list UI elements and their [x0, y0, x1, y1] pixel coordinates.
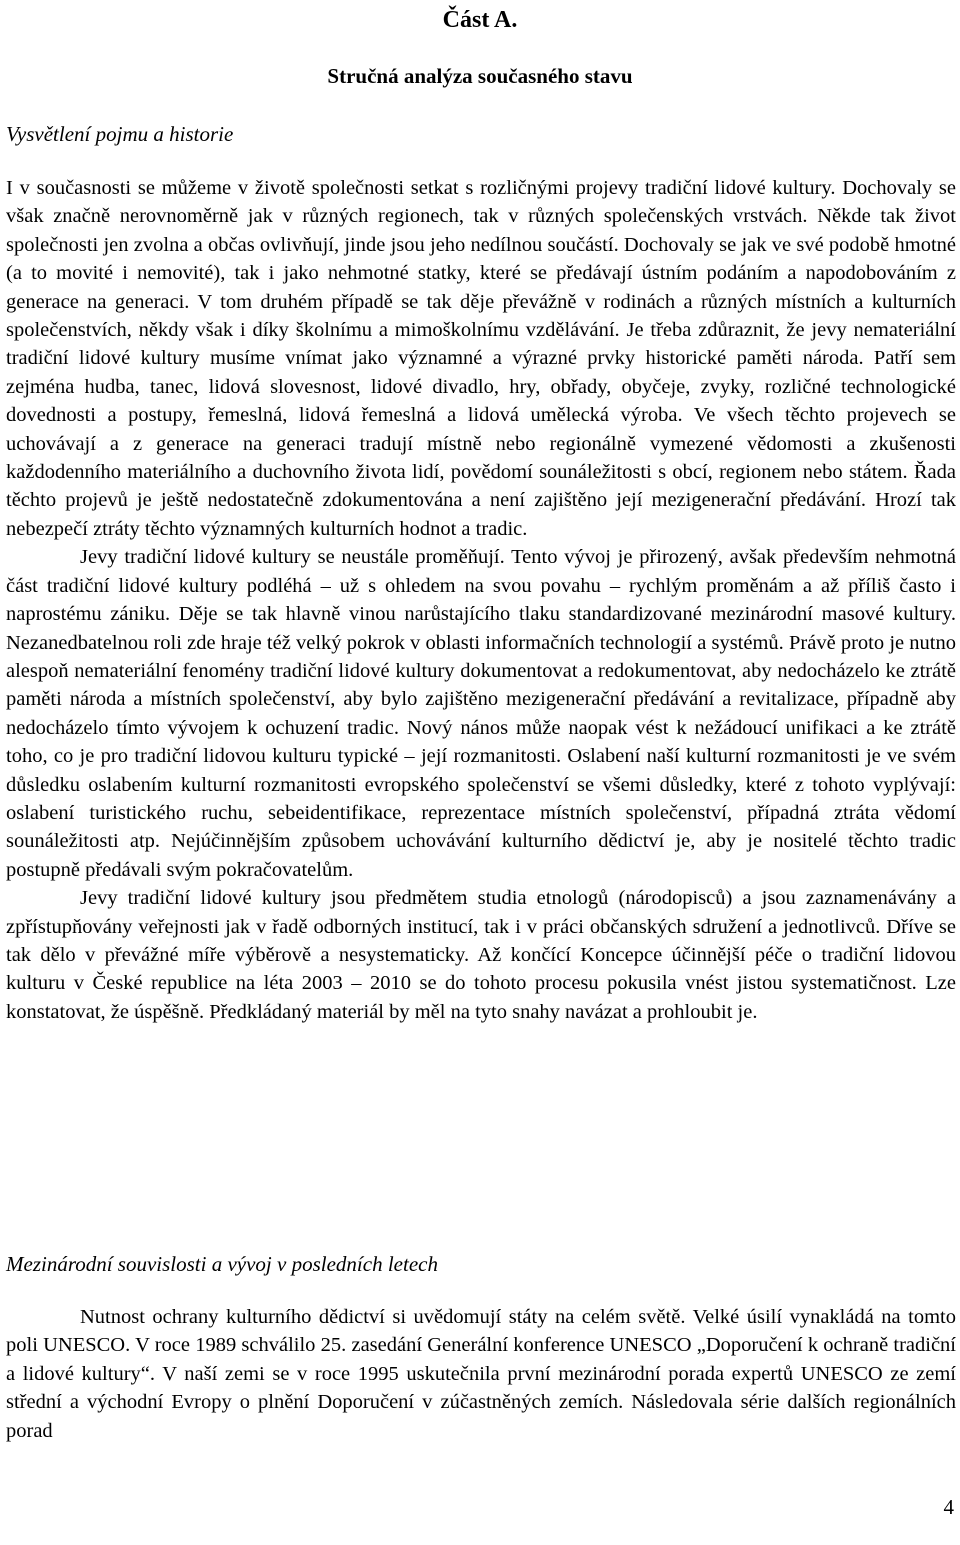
page-number: 4 [943, 1495, 954, 1519]
paragraph: Jevy tradiční lidové kultury jsou předmětem studia etnologů (národopisců) a jsou zaznamenávány a zpřístupňovány veřejnosti jak v řadě odborných institucí, tak i v práci občanských sdružení a jednotlivců. Dříve se tak dělo v převážné míře výběrově a nesystematicky. Až končící Koncepce účinnější péče o tradiční lidovou kulturu v České republice na léta 2003 – 2010 se do tohoto procesu pokusila vnést jistou systematičnost. Lze konstatovat, že úspěšně. Předkládaný materiál by měl na tyto snahy navázat a prohloubit je. [6, 887, 956, 1023]
document-subtitle: Stručná analýza současného stavu [327, 64, 633, 88]
paragraph: I v současnosti se můžeme v životě společnosti setkat s rozličnými projevy tradiční lidové kultury. Dochovaly se však značně nerovnoměrně jak v různých regionech, tak v různých společenských vrstvách. Někde tak život společnosti jen zvolna a občas ovlivňují, jinde jsou jeho nedílnou součástí. Dochovaly se jak ve své podobě hmotné (a to movité i nemovité), tak i jako nehmotné statky, které se předávají ústním podáním a napodobováním z generace na generaci. V tom druhém případě se tak děje převážně v rodinách a různých místních a kulturních společenstvích, někdy však i díky školnímu a mimoškolnímu vzdělávání. Je třeba zdůraznit, že jevy nemateriální tradiční lidové kultury musíme vnímat jako významné a výrazné prvky historické paměti národa. Patří sem zejména hudba, tanec, lidová slovesnost, lidové divadlo, hry, obřady, obyčeje, zvyky, rozličné technologické dovednosti a postupy, řemeslná, lidová řemeslná a lidová umělecká výroba. Ve všech těchto projevech se uchovávají a z generace na generaci tradují místně nebo regionálně vymezené vědomosti a zkušenosti každodenního materiálního a duchovního života lidí, povědomí sounáležitosti s obcí, regionem nebo státem. Řada těchto projevů je ještě nedostatečně zdokumentována a není zajištěno její mezigenerační předávání. Hrozí tak nebezpečí ztráty těchto významných kulturních hodnot a tradic. [6, 177, 956, 540]
part-title: Část A. [442, 7, 518, 33]
paragraph: Jevy tradiční lidové kultury se neustále proměňují. Tento vývoj je přirozený, avšak především nehmotná část tradiční lidové kultury podléhá – už s ohledem na svou povahu – rychlým proměnám a až příliš často i naprostému zániku. Děje se tak hlavně vinou narůstajícího tlaku standardizované mezinárodní masové kultury. Nezanedbatelnou roli zde hraje též velký pokrok v oblasti informačních technologií a systémů. Právě proto je nutno alespoň nemateriální fenomény tradiční lidové kultury dokumentovat a redokumentovat, aby nedocházelo ke ztrátě paměti národa a místních společenství, aby bylo zajištěno mezigenerační předávání a revitalizace, případně aby nedocházelo tímto vývojem k ochuzení tradic. Nový nános může naopak vést k nežádoucí unifikaci a ke ztrátě toho, co je pro tradiční lidovou kulturu typické – její rozmanitosti. Oslabení naší kulturní rozmanitosti je ve svém důsledku oslabením kulturní rozmanitosti evropského společenství se všemi důsledky, které z tohoto vyplývají: oslabení turistického ruchu, sebeidentifikace, reprezentace místních společenství, případná ztráta vědomí sounáležitosti atp. Nejúčinnějším způsobem uchovávání kulturního dědictví je, aby je nositelé těchto tradic postupně předávali svým pokračovatelům. [6, 546, 956, 881]
paragraph: Nutnost ochrany kulturního dědictví si uvědomují státy na celém světě. Velké úsilí vynakládá na tomto poli UNESCO. V roce 1989 schválilo 25. zasedání Generální konference UNESCO „Doporučení k ochraně tradiční a lidové kultury“. V naší zemi se v roce 1995 uskutečnila první mezinárodní porada expertů UNESCO ze zemí střední a východní Evropy o plnění Doporučení v zúčastněných zemích. Následovala série dalších regionálních porad [6, 1306, 956, 1442]
section-heading-international: Mezinárodní souvislosti a vývoj v posledních letech [6, 1252, 438, 1276]
section-body-history [6, 174, 956, 1026]
section-body-international [6, 1303, 956, 1445]
section-heading-history: Vysvětlení pojmu a historie [6, 122, 234, 146]
